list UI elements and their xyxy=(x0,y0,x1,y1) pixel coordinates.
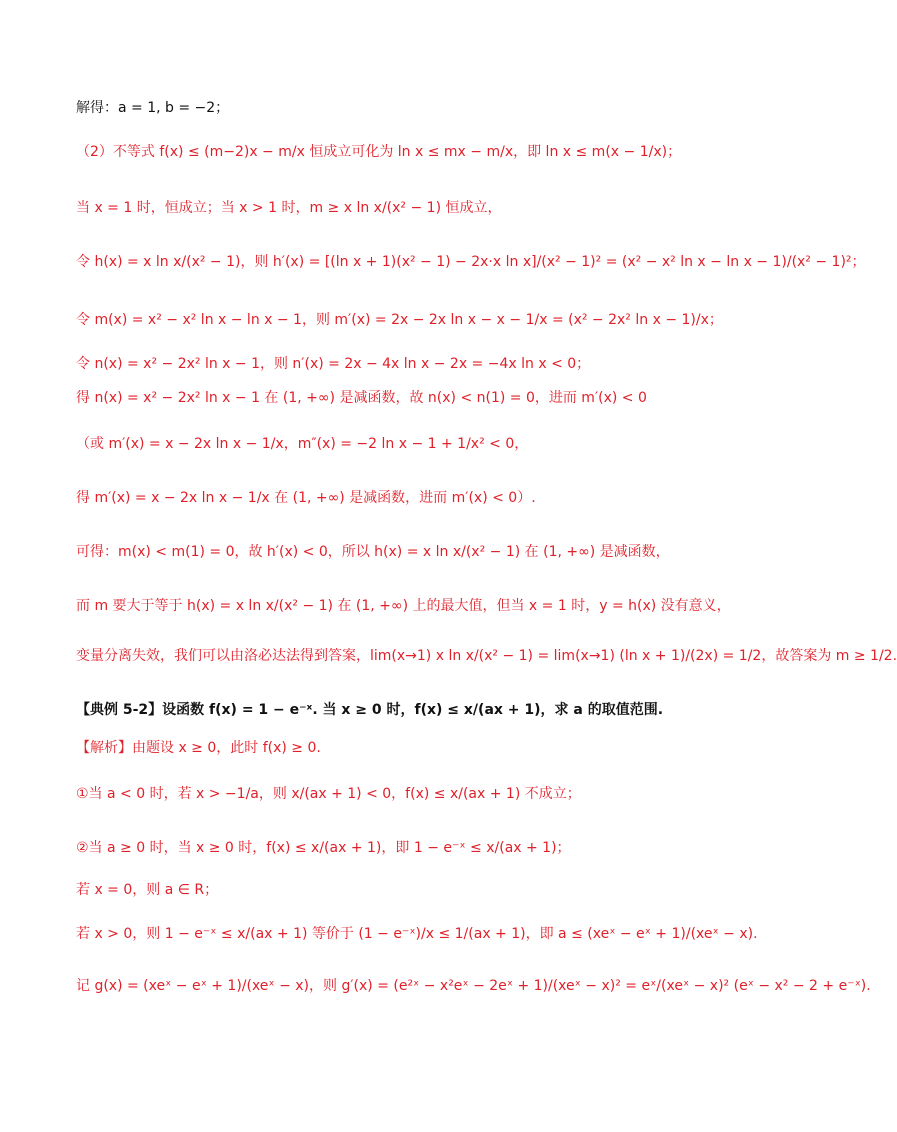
line-part2-inequality: （2）不等式 f(x) ≤ (m−2)x − m/x 恒成立可化为 ln x ≤ mx − m/x，即 ln x ≤ m(x − 1/x)； xyxy=(76,144,682,160)
line-analysis: 【解析】由题设 x ≥ 0，此时 f(x) ≥ 0. xyxy=(76,740,321,756)
line-n-decreasing: 得 n(x) = x² − 2x² ln x − 1 在 (1, +∞) 是减函数，故 n(x) < n(1) = 0，进而 m′(x) < 0 xyxy=(76,390,647,406)
line-solution-ab: 解得：a = 1, b = −2； xyxy=(76,100,230,116)
line-m-max: 而 m 要大于等于 h(x) = x ln x/(x² − 1) 在 (1, +∞) 上的最大值，但当 x = 1 时，y = h(x) 没有意义， xyxy=(76,598,731,614)
line-m-prime-decreasing: 得 m′(x) = x − 2x ln x − 1/x 在 (1, +∞) 是减函数，进而 m′(x) < 0）. xyxy=(76,490,536,506)
line-case-a-neg: ①当 a < 0 时，若 x > −1/a，则 x/(ax + 1) < 0，f(x) ≤ x/(ax + 1) 不成立； xyxy=(76,786,581,802)
line-define-m: 令 m(x) = x² − x² ln x − ln x − 1，则 m′(x) = 2x − 2x ln x − x − 1/x = (x² − 2x² ln x − 1)/x； xyxy=(76,312,723,328)
line-define-n: 令 n(x) = x² − 2x² ln x − 1，则 n′(x) = 2x − 4x ln x − 2x = −4x ln x < 0； xyxy=(76,356,591,372)
line-x-positive: 若 x > 0，则 1 − e⁻ˣ ≤ x/(ax + 1) 等价于 (1 − e⁻ˣ)/x ≤ 1/(ax + 1)，即 a ≤ (xeˣ − eˣ + 1)/(xeˣ − x). xyxy=(76,926,758,942)
line-lhopital: 变量分离失效，我们可以由洛必达法得到答案，lim(x→1) x ln x/(x² − 1) = lim(x→1) (ln x + 1)/(2x) = 1/2，故答案为 m ≥ 1/2. xyxy=(76,648,897,664)
line-second-derivative: （或 m′(x) = x − 2x ln x − 1/x，m″(x) = −2 ln x − 1 + 1/x² < 0， xyxy=(76,436,529,452)
line-h-decreasing: 可得：m(x) < m(1) = 0，故 h′(x) < 0，所以 h(x) = x ln x/(x² − 1) 在 (1, +∞) 是减函数， xyxy=(76,544,670,560)
line-case-a-nonneg: ②当 a ≥ 0 时，当 x ≥ 0 时，f(x) ≤ x/(ax + 1)，即 1 − e⁻ˣ ≤ x/(ax + 1)； xyxy=(76,840,571,856)
line-example-5-2: 【典例 5-2】设函数 f(x) = 1 − e⁻ˣ. 当 x ≥ 0 时，f(x) ≤ x/(ax + 1)，求 a 的取值范围. xyxy=(76,702,664,718)
line-case-x1: 当 x = 1 时，恒成立；当 x > 1 时，m ≥ x ln x/(x² − 1) 恒成立， xyxy=(76,200,502,216)
line-x-zero: 若 x = 0，则 a ∈ R； xyxy=(76,882,219,898)
line-define-h: 令 h(x) = x ln x/(x² − 1)，则 h′(x) = [(ln x + 1)(x² − 1) − 2x·x ln x]/(x² − 1)² = (x² − x² ln x − ln x − 1)/(x² − 1)²； xyxy=(76,254,866,270)
line-define-g: 记 g(x) = (xeˣ − eˣ + 1)/(xeˣ − x)，则 g′(x) = (e²ˣ − x²eˣ − 2eˣ + 1)/(xeˣ − x)² = eˣ/(xeˣ − x)² (eˣ − x² − 2 + e⁻ˣ). xyxy=(76,978,871,994)
